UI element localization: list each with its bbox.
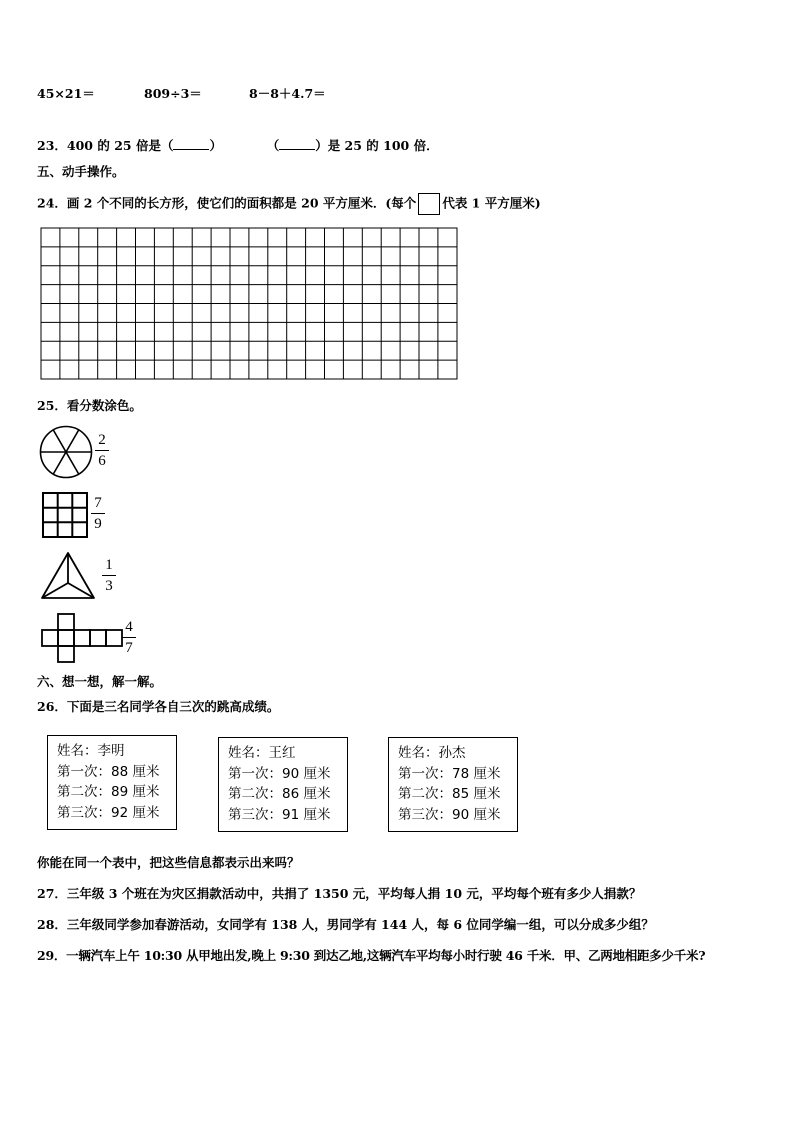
cross-seven-squares-shape[interactable] [40,613,124,663]
answer-blank[interactable] [279,138,315,150]
triangle-three-parts-shape[interactable] [40,551,96,601]
section-six-heading: 六、想一想，解一解。 [37,674,163,689]
circle-six-parts-shape[interactable] [38,424,94,480]
question-29: 29．一辆汽车上午 10:30 从甲地出发,晚上 9:30 到达乙地,这辆汽车平均每小时行驶 46 千米．甲、乙两地相距多少千米? [37,948,706,963]
question-24: 24．画 2 个不同的长方形，使它们的面积都是 20 平方厘米．(每个 代表 1 平方厘米) [37,193,541,215]
question-27: 27．三年级 3 个班在为灾区捐款活动中，共捐了 1350 元，平均每人捐 10 元，平均每个班有多少人捐款？ [37,886,642,901]
section-five-heading: 五、动手操作。 [37,164,125,179]
drawing-grid[interactable] [40,227,460,382]
question-23: 23．400 的 25 倍是（ ） （ ）是 25 的 100 倍． [37,138,439,153]
fraction-4-7: 4 7 [122,619,136,656]
score-card-sun-jie: 姓名：孙杰 第一次：78 厘米 第二次：85 厘米 第三次：90 厘米 [388,737,518,832]
answer-blank[interactable] [173,138,209,150]
question-26-prompt: 你能在同一个表中，把这些信息都表示出来吗？ [37,855,300,870]
fraction-1-3: 1 3 [102,557,116,594]
question-28: 28．三年级同学参加春游活动，女同学有 138 人，男同学有 144 人，每 6 位同学编一组，可以分成多少组？ [37,917,654,932]
unit-square-icon [418,193,440,215]
square-nine-parts-shape[interactable] [41,491,89,539]
fraction-7-9: 7 9 [91,495,105,532]
calc-item-2: 809÷3＝ [144,86,202,101]
question-26: 26．下面是三名同学各自三次的跳高成绩。 [37,699,280,714]
score-card-li-ming: 姓名：李明 第一次：88 厘米 第二次：89 厘米 第三次：92 厘米 [47,735,177,830]
calc-item-3: 8－8＋4.7＝ [249,86,326,101]
calc-item-1: 45×21＝ [37,86,95,101]
question-25: 25．看分数涂色。 [37,398,142,413]
fraction-2-6: 2 6 [95,432,109,469]
grid-lines [41,228,457,379]
score-card-wang-hong: 姓名：王红 第一次：90 厘米 第二次：86 厘米 第三次：91 厘米 [218,737,348,832]
